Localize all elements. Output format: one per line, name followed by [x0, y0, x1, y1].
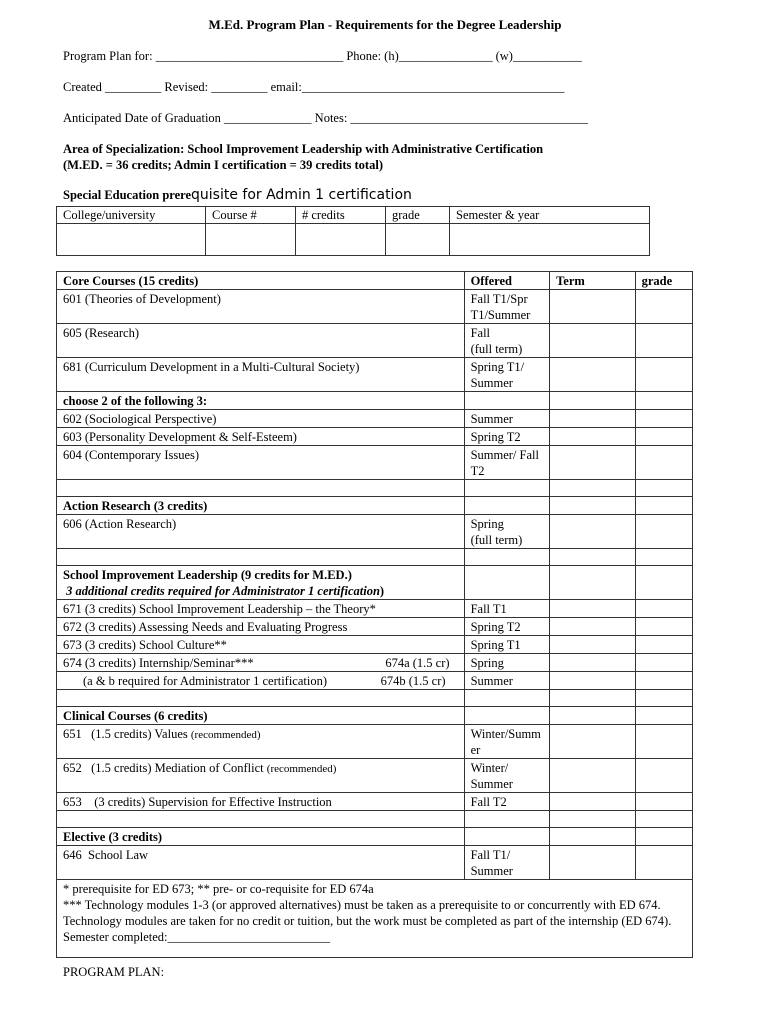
course-header-row [57, 272, 693, 290]
table-row [57, 725, 693, 759]
prereq-header-row [57, 207, 650, 224]
grade-cell[interactable] [635, 446, 692, 480]
graduation-notes-line: Anticipated Date of Graduation ______________ Notes: ______________________________________ [63, 111, 588, 125]
grade-cell[interactable] [635, 759, 692, 793]
course-offered: Fall T1/ Summer [464, 846, 550, 880]
course-name: (a & b required for Administrator 1 certification) [83, 674, 328, 688]
spacer-row [57, 690, 693, 707]
term-cell[interactable] [550, 600, 636, 618]
prereq-heading-rest: quisite for Admin 1 certification [191, 187, 412, 203]
footnotes-cell [57, 880, 693, 958]
table-row [57, 358, 693, 392]
table-row [57, 759, 693, 793]
grade-cell[interactable] [635, 725, 692, 759]
prereq-heading-bold: Special Education prere [63, 188, 192, 202]
prereq-cell-credits[interactable] [296, 224, 386, 256]
course-name: 672 (3 credits) Assessing Needs and Evaluating Progress [57, 618, 465, 636]
offered-heading: Offered [464, 272, 550, 290]
credits-line: (M.ED. = 36 credits; Admin I certification = 39 credits total) [63, 158, 383, 172]
course-name: 646 School Law [57, 846, 465, 880]
prereq-col-grade: grade [386, 207, 450, 224]
course-offered: Summer [464, 672, 550, 690]
course-name: 673 (3 credits) School Culture** [57, 636, 465, 654]
term-cell[interactable] [550, 410, 636, 428]
course-name-cell [57, 759, 465, 793]
grade-cell[interactable] [635, 618, 692, 636]
grade-cell[interactable] [635, 636, 692, 654]
course-name: 603 (Personality Development & Self-Esteem) [57, 428, 465, 446]
term-cell[interactable] [550, 290, 636, 324]
prereq-col-semester: Semester & year [450, 207, 650, 224]
prereq-cell-college[interactable] [57, 224, 206, 256]
sil-subheading: 3 additional credits required for Administrator 1 certification [63, 584, 380, 598]
spacer-row [57, 811, 693, 828]
course-offered: Spring (full term) [464, 515, 550, 549]
term-cell[interactable] [550, 324, 636, 358]
course-offered: Fall T1 [464, 600, 550, 618]
program-plan-line: Program Plan for: ______________________________ Phone: (h)_______________ (w)___________ [63, 49, 582, 63]
term-cell[interactable] [550, 846, 636, 880]
table-row [57, 515, 693, 549]
table-row [57, 707, 693, 725]
course-offered: Summer/ Fall T2 [464, 446, 550, 480]
course-name-cell [57, 654, 465, 672]
term-cell[interactable] [550, 446, 636, 480]
table-row [57, 392, 693, 410]
grade-cell[interactable] [635, 654, 692, 672]
term-cell[interactable] [550, 428, 636, 446]
course-name: 653 (3 credits) Supervision for Effective Instruction [57, 793, 465, 811]
course-offered: Spring T1/ Summer [464, 358, 550, 392]
table-row [57, 600, 693, 618]
grade-heading: grade [635, 272, 692, 290]
term-cell[interactable] [550, 725, 636, 759]
grade-cell[interactable] [635, 793, 692, 811]
table-row [57, 846, 693, 880]
course-offered: Summer [464, 410, 550, 428]
course-name: 606 (Action Research) [57, 515, 465, 549]
table-row [57, 497, 693, 515]
choose-two-heading: choose 2 of the following 3: [57, 392, 465, 410]
specialization-line: Area of Specialization: School Improvement Leadership with Administrative Certification [63, 142, 544, 156]
course-name: 604 (Contemporary Issues) [57, 446, 465, 480]
grade-cell[interactable] [635, 428, 692, 446]
spacer-row [57, 480, 693, 497]
course-name-cell [57, 672, 465, 690]
grade-cell[interactable] [635, 515, 692, 549]
course-name-cell [57, 725, 465, 759]
course-part: 674a (1.5 cr) [385, 656, 450, 670]
clinical-heading: Clinical Courses (6 credits) [57, 707, 465, 725]
grade-cell[interactable] [635, 672, 692, 690]
prereq-col-college: College/university [57, 207, 206, 224]
term-cell[interactable] [550, 358, 636, 392]
prereq-heading [63, 187, 412, 203]
core-courses-heading: Core Courses (15 credits) [57, 272, 465, 290]
table-row [57, 793, 693, 811]
course-name: 671 (3 credits) School Improvement Leadership – the Theory* [57, 600, 465, 618]
course-name: 652 (1.5 credits) Mediation of Conflict [63, 761, 264, 775]
course-offered: Spring [464, 654, 550, 672]
term-heading: Term [550, 272, 636, 290]
grade-cell[interactable] [635, 290, 692, 324]
term-cell[interactable] [550, 793, 636, 811]
grade-cell[interactable] [635, 600, 692, 618]
term-cell[interactable] [550, 672, 636, 690]
prereq-entry-row[interactable] [57, 224, 650, 256]
course-part: 674b (1.5 cr) [380, 674, 446, 688]
table-row [57, 672, 693, 690]
term-cell[interactable] [550, 618, 636, 636]
grade-cell[interactable] [635, 410, 692, 428]
course-offered: Spring T2 [464, 618, 550, 636]
table-row [57, 290, 693, 324]
course-name: 681 (Curriculum Development in a Multi-Cultural Society) [57, 358, 465, 392]
action-research-heading: Action Research (3 credits) [57, 497, 465, 515]
footnote-1: * prerequisite for ED 673; ** pre- or co-requisite for ED 674a [63, 882, 374, 896]
prereq-col-course: Course # [206, 207, 296, 224]
table-row [57, 828, 693, 846]
table-row [57, 446, 693, 480]
term-cell[interactable] [550, 654, 636, 672]
footer-label: PROGRAM PLAN: [63, 965, 165, 979]
course-offered: Fall T2 [464, 793, 550, 811]
page-title: M.Ed. Program Plan - Requirements for the Degree Leadership [208, 17, 562, 32]
course-note: (recommended) [190, 729, 261, 741]
course-name: 651 (1.5 credits) Values [63, 727, 188, 741]
course-offered: Spring T2 [464, 428, 550, 446]
table-row [57, 566, 693, 600]
prereq-cell-course[interactable] [206, 224, 296, 256]
course-offered: Spring T1 [464, 636, 550, 654]
footnote-row [57, 880, 693, 958]
term-cell[interactable] [550, 759, 636, 793]
sil-paren: ) [379, 584, 385, 598]
course-offered: Fall (full term) [464, 324, 550, 358]
footnote-2: *** Technology modules 1-3 (or approved alternatives) must be taken as a prerequisite to or concurrently with ED 674. Technology modules are taken for no credit or tuition, but the work must be completed as part of the internship (ED 674). Semester completed:__________________________ [63, 898, 672, 944]
course-name: 674 (3 credits) Internship/Seminar*** [63, 656, 254, 670]
grade-cell[interactable] [635, 358, 692, 392]
table-row [57, 636, 693, 654]
table-row [57, 324, 693, 358]
table-row [57, 428, 693, 446]
term-cell[interactable] [550, 515, 636, 549]
sil-heading-cell [57, 566, 465, 600]
sil-heading: School Improvement Leadership (9 credits for M.ED.) [63, 568, 352, 582]
sil-subheading-wrap [63, 583, 458, 599]
course-table [56, 271, 693, 958]
prereq-table [56, 206, 650, 256]
course-note: (recommended) [266, 763, 337, 775]
course-name: 601 (Theories of Development) [57, 290, 465, 324]
prereq-cell-semester[interactable] [450, 224, 650, 256]
prereq-col-credits: # credits [296, 207, 386, 224]
table-row [57, 410, 693, 428]
created-revised-line: Created _________ Revised: _________ email:__________________________________________ [63, 80, 565, 94]
table-row [57, 654, 693, 672]
course-offered: Fall T1/Spr T1/Summer [464, 290, 550, 324]
prereq-cell-grade[interactable] [386, 224, 450, 256]
course-name: 602 (Sociological Perspective) [57, 410, 465, 428]
term-cell[interactable] [550, 636, 636, 654]
course-offered: Winter/ Summer [464, 759, 550, 793]
table-row [57, 618, 693, 636]
spacer-row [57, 549, 693, 566]
elective-heading: Elective (3 credits) [57, 828, 465, 846]
course-offered: Winter/Summer [464, 725, 550, 759]
grade-cell[interactable] [635, 324, 692, 358]
grade-cell[interactable] [635, 846, 692, 880]
course-name: 605 (Research) [57, 324, 465, 358]
